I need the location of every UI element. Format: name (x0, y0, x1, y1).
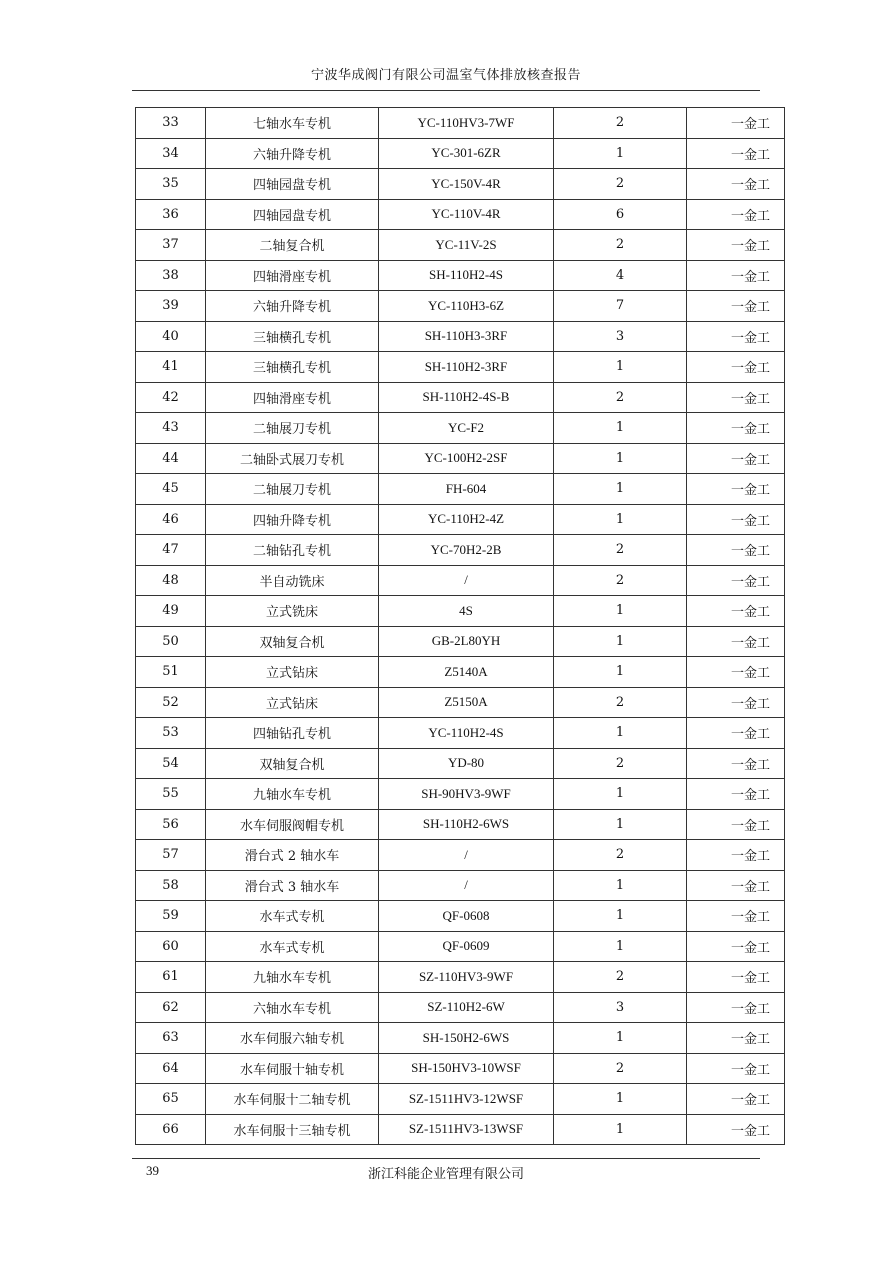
cell-model: Z5150A (379, 687, 554, 718)
cell-equipment-name: 三轴横孔专机 (206, 352, 379, 383)
cell-number: 62 (136, 992, 206, 1023)
cell-department: 一金工 (687, 1053, 785, 1084)
cell-model: YC-F2 (379, 413, 554, 444)
cell-quantity: 1 (554, 718, 687, 749)
cell-quantity: 7 (554, 291, 687, 322)
table-row (136, 199, 785, 230)
cell-quantity: 3 (554, 992, 687, 1023)
table-row (136, 596, 785, 627)
cell-number: 52 (136, 687, 206, 718)
cell-number: 65 (136, 1084, 206, 1115)
cell-equipment-name: 立式钻床 (206, 657, 379, 688)
cell-department: 一金工 (687, 779, 785, 810)
cell-quantity: 1 (554, 352, 687, 383)
table-row (136, 626, 785, 657)
cell-number: 38 (136, 260, 206, 291)
cell-number: 63 (136, 1023, 206, 1054)
table-row (136, 260, 785, 291)
cell-department: 一金工 (687, 199, 785, 230)
cell-equipment-name: 六轴升降专机 (206, 138, 379, 169)
table-row (136, 352, 785, 383)
equipment-table-container (135, 107, 785, 1145)
cell-number: 46 (136, 504, 206, 535)
cell-model: FH-604 (379, 474, 554, 505)
cell-model: SH-150H2-6WS (379, 1023, 554, 1054)
cell-department: 一金工 (687, 748, 785, 779)
table-row (136, 657, 785, 688)
cell-equipment-name: 四轴园盘专机 (206, 169, 379, 200)
cell-model: SH-110H2-3RF (379, 352, 554, 383)
table-row (136, 1084, 785, 1115)
cell-quantity: 2 (554, 108, 687, 139)
table-row (136, 504, 785, 535)
cell-equipment-name: 二轴钻孔专机 (206, 535, 379, 566)
footer-divider (132, 1158, 760, 1159)
cell-quantity: 1 (554, 413, 687, 444)
cell-quantity: 2 (554, 1053, 687, 1084)
table-row (136, 1023, 785, 1054)
cell-number: 66 (136, 1114, 206, 1145)
cell-model: YC-110H2-4Z (379, 504, 554, 535)
cell-department: 一金工 (687, 931, 785, 962)
cell-quantity: 2 (554, 382, 687, 413)
cell-department: 一金工 (687, 1114, 785, 1145)
cell-department: 一金工 (687, 901, 785, 932)
table-row (136, 840, 785, 871)
cell-department: 一金工 (687, 596, 785, 627)
cell-model: GB-2L80YH (379, 626, 554, 657)
cell-department: 一金工 (687, 870, 785, 901)
cell-number: 40 (136, 321, 206, 352)
cell-equipment-name: 三轴横孔专机 (206, 321, 379, 352)
table-row (136, 443, 785, 474)
cell-number: 33 (136, 108, 206, 139)
cell-quantity: 1 (554, 657, 687, 688)
cell-equipment-name: 滑台式 2 轴水车 (206, 840, 379, 871)
cell-number: 59 (136, 901, 206, 932)
cell-equipment-name: 立式钻床 (206, 687, 379, 718)
cell-quantity: 2 (554, 565, 687, 596)
cell-number: 61 (136, 962, 206, 993)
cell-model: YD-80 (379, 748, 554, 779)
footer-company-name: 浙江科能企业管理有限公司 (367, 1167, 524, 1182)
table-row (136, 535, 785, 566)
cell-department: 一金工 (687, 626, 785, 657)
cell-model: / (379, 565, 554, 596)
cell-number: 39 (136, 291, 206, 322)
cell-number: 44 (136, 443, 206, 474)
cell-quantity: 1 (554, 504, 687, 535)
cell-model: YC-70H2-2B (379, 535, 554, 566)
table-row (136, 230, 785, 261)
table-row (136, 962, 785, 993)
table-row (136, 1114, 785, 1145)
cell-number: 42 (136, 382, 206, 413)
cell-quantity: 1 (554, 626, 687, 657)
cell-department: 一金工 (687, 809, 785, 840)
cell-model: SZ-1511HV3-13WSF (379, 1114, 554, 1145)
cell-number: 41 (136, 352, 206, 383)
cell-model: / (379, 870, 554, 901)
cell-number: 53 (136, 718, 206, 749)
cell-equipment-name: 水车伺服十轴专机 (206, 1053, 379, 1084)
cell-model: YC-110V-4R (379, 199, 554, 230)
cell-model: SH-150HV3-10WSF (379, 1053, 554, 1084)
cell-number: 60 (136, 931, 206, 962)
cell-equipment-name: 二轴卧式展刀专机 (206, 443, 379, 474)
cell-model: SH-90HV3-9WF (379, 779, 554, 810)
table-row (136, 169, 785, 200)
cell-department: 一金工 (687, 230, 785, 261)
cell-quantity: 1 (554, 1114, 687, 1145)
cell-equipment-name: 水车式专机 (206, 931, 379, 962)
cell-department: 一金工 (687, 1084, 785, 1115)
cell-quantity: 4 (554, 260, 687, 291)
cell-number: 47 (136, 535, 206, 566)
cell-quantity: 1 (554, 779, 687, 810)
cell-number: 57 (136, 840, 206, 871)
cell-department: 一金工 (687, 291, 785, 322)
cell-quantity: 6 (554, 199, 687, 230)
cell-department: 一金工 (687, 321, 785, 352)
cell-equipment-name: 水车伺服十三轴专机 (206, 1114, 379, 1145)
table-row (136, 291, 785, 322)
cell-quantity: 1 (554, 443, 687, 474)
cell-department: 一金工 (687, 382, 785, 413)
cell-department: 一金工 (687, 474, 785, 505)
cell-equipment-name: 二轴复合机 (206, 230, 379, 261)
cell-model: YC-110HV3-7WF (379, 108, 554, 139)
cell-department: 一金工 (687, 413, 785, 444)
cell-department: 一金工 (687, 169, 785, 200)
cell-quantity: 1 (554, 1023, 687, 1054)
cell-model: YC-110H2-4S (379, 718, 554, 749)
cell-quantity: 1 (554, 870, 687, 901)
table-row (136, 1053, 785, 1084)
table-row (136, 687, 785, 718)
cell-number: 56 (136, 809, 206, 840)
cell-equipment-name: 水车伺服十二轴专机 (206, 1084, 379, 1115)
table-row (136, 748, 785, 779)
cell-equipment-name: 水车式专机 (206, 901, 379, 932)
equipment-table (135, 107, 785, 1145)
cell-department: 一金工 (687, 535, 785, 566)
cell-department: 一金工 (687, 687, 785, 718)
cell-equipment-name: 九轴水车专机 (206, 962, 379, 993)
cell-quantity: 2 (554, 748, 687, 779)
cell-department: 一金工 (687, 138, 785, 169)
cell-model: YC-100H2-2SF (379, 443, 554, 474)
cell-model: SH-110H2-6WS (379, 809, 554, 840)
cell-equipment-name: 水车伺服六轴专机 (206, 1023, 379, 1054)
table-row (136, 870, 785, 901)
cell-quantity: 1 (554, 138, 687, 169)
cell-model: YC-150V-4R (379, 169, 554, 200)
cell-number: 49 (136, 596, 206, 627)
cell-equipment-name: 立式铣床 (206, 596, 379, 627)
cell-equipment-name: 水车伺服阀帽专机 (206, 809, 379, 840)
table-row (136, 901, 785, 932)
table-row (136, 382, 785, 413)
cell-equipment-name: 二轴展刀专机 (206, 413, 379, 444)
cell-model: SH-110H2-4S (379, 260, 554, 291)
cell-number: 64 (136, 1053, 206, 1084)
cell-department: 一金工 (687, 352, 785, 383)
page-number: 39 (146, 1163, 159, 1178)
cell-quantity: 1 (554, 1084, 687, 1115)
table-row (136, 321, 785, 352)
cell-department: 一金工 (687, 840, 785, 871)
cell-equipment-name: 六轴升降专机 (206, 291, 379, 322)
cell-department: 一金工 (687, 565, 785, 596)
cell-model: YC-11V-2S (379, 230, 554, 261)
cell-equipment-name: 双轴复合机 (206, 748, 379, 779)
cell-number: 34 (136, 138, 206, 169)
cell-department: 一金工 (687, 992, 785, 1023)
cell-equipment-name: 半自动铣床 (206, 565, 379, 596)
cell-quantity: 1 (554, 901, 687, 932)
table-row (136, 779, 785, 810)
table-row (136, 809, 785, 840)
cell-number: 48 (136, 565, 206, 596)
cell-quantity: 2 (554, 962, 687, 993)
cell-equipment-name: 四轴升降专机 (206, 504, 379, 535)
page-header-title: 宁波华成阀门有限公司温室气体排放核查报告 (310, 68, 581, 83)
cell-equipment-name: 四轴钻孔专机 (206, 718, 379, 749)
table-row (136, 413, 785, 444)
cell-equipment-name: 四轴滑座专机 (206, 260, 379, 291)
cell-model: SZ-1511HV3-12WSF (379, 1084, 554, 1115)
cell-model: Z5140A (379, 657, 554, 688)
cell-quantity: 2 (554, 840, 687, 871)
cell-number: 37 (136, 230, 206, 261)
cell-department: 一金工 (687, 657, 785, 688)
cell-department: 一金工 (687, 1023, 785, 1054)
cell-department: 一金工 (687, 108, 785, 139)
cell-number: 36 (136, 199, 206, 230)
cell-model: QF-0608 (379, 901, 554, 932)
cell-quantity: 1 (554, 931, 687, 962)
cell-department: 一金工 (687, 443, 785, 474)
cell-equipment-name: 二轴展刀专机 (206, 474, 379, 505)
table-row (136, 138, 785, 169)
cell-model: YC-301-6ZR (379, 138, 554, 169)
cell-model: 4S (379, 596, 554, 627)
cell-model: SZ-110H2-6W (379, 992, 554, 1023)
cell-equipment-name: 六轴水车专机 (206, 992, 379, 1023)
cell-model: SH-110H2-4S-B (379, 382, 554, 413)
cell-number: 51 (136, 657, 206, 688)
cell-quantity: 1 (554, 474, 687, 505)
cell-equipment-name: 四轴滑座专机 (206, 382, 379, 413)
cell-model: SH-110H3-3RF (379, 321, 554, 352)
cell-number: 58 (136, 870, 206, 901)
cell-quantity: 2 (554, 687, 687, 718)
cell-department: 一金工 (687, 504, 785, 535)
equipment-table-body (136, 108, 785, 1145)
cell-equipment-name: 四轴园盘专机 (206, 199, 379, 230)
table-row (136, 931, 785, 962)
cell-model: SZ-110HV3-9WF (379, 962, 554, 993)
cell-number: 54 (136, 748, 206, 779)
cell-number: 50 (136, 626, 206, 657)
cell-quantity: 3 (554, 321, 687, 352)
table-row (136, 992, 785, 1023)
cell-quantity: 1 (554, 596, 687, 627)
cell-department: 一金工 (687, 718, 785, 749)
cell-number: 35 (136, 169, 206, 200)
cell-equipment-name: 九轴水车专机 (206, 779, 379, 810)
table-row (136, 474, 785, 505)
cell-quantity: 2 (554, 169, 687, 200)
cell-equipment-name: 滑台式 3 轴水车 (206, 870, 379, 901)
cell-quantity: 2 (554, 535, 687, 566)
cell-department: 一金工 (687, 962, 785, 993)
cell-number: 45 (136, 474, 206, 505)
cell-number: 55 (136, 779, 206, 810)
cell-department: 一金工 (687, 260, 785, 291)
table-row (136, 718, 785, 749)
cell-model: / (379, 840, 554, 871)
cell-model: YC-110H3-6Z (379, 291, 554, 322)
table-row (136, 108, 785, 139)
table-row (136, 565, 785, 596)
cell-equipment-name: 七轴水车专机 (206, 108, 379, 139)
cell-equipment-name: 双轴复合机 (206, 626, 379, 657)
cell-number: 43 (136, 413, 206, 444)
cell-model: QF-0609 (379, 931, 554, 962)
header-divider (132, 90, 760, 91)
cell-quantity: 1 (554, 809, 687, 840)
cell-quantity: 2 (554, 230, 687, 261)
